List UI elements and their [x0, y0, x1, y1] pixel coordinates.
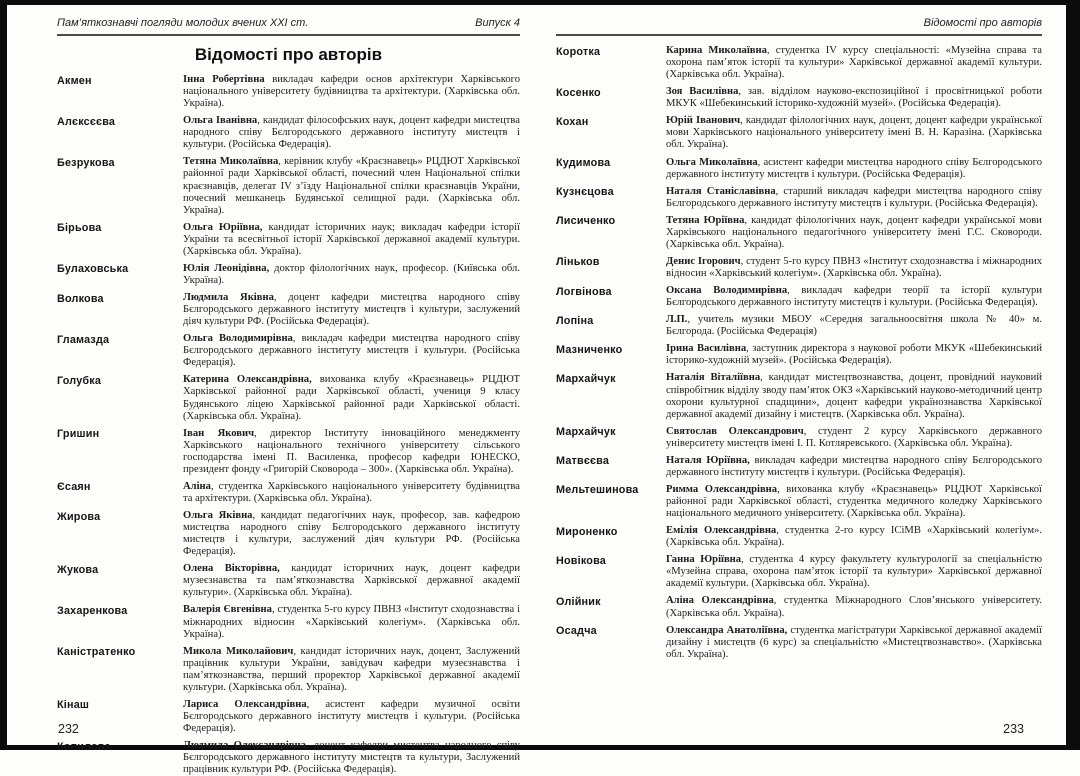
scan-edge-right — [1066, 0, 1080, 750]
author-name: Карина Миколаївна — [666, 45, 767, 56]
author-entry — [556, 525, 1042, 549]
author-name: Ірина Василівна — [666, 343, 747, 355]
page-right — [556, 0, 1042, 750]
author-entry — [556, 554, 1042, 590]
author-description — [666, 115, 1042, 151]
author-entry — [57, 510, 520, 558]
page-title: Відомості про авторів — [194, 45, 383, 64]
author-name: Тетяна Юріївна — [666, 214, 745, 226]
author-description — [183, 374, 520, 422]
author-description — [183, 646, 520, 694]
author-surname: Кінаш — [57, 699, 90, 712]
author-entry — [556, 426, 1042, 450]
author-surname: Мазниченко — [556, 343, 623, 356]
author-entry — [556, 215, 1042, 251]
author-surname: Мироненко — [556, 525, 618, 538]
author-name: Олександра Анатоліївна, — [666, 624, 788, 636]
author-name: Катерина Олександрівна, — [183, 374, 312, 386]
author-description — [183, 563, 520, 599]
author-entry — [57, 292, 520, 328]
author-description — [183, 222, 520, 258]
author-name: Інна Робертівна — [183, 74, 265, 85]
author-description — [183, 481, 520, 505]
author-name: Святослав Олександрович — [666, 425, 804, 437]
author-description — [183, 604, 520, 640]
author-description — [666, 343, 1042, 367]
author-details: доктор філологічних наук, професор. (Київська обл. Україна). — [183, 262, 520, 286]
scan-edge-left — [0, 0, 7, 750]
author-description — [666, 45, 1042, 81]
author-surname: Кудимова — [556, 157, 611, 169]
author-details: , студент 2 курсу Харківського державного університету мистецтв імені І. П. Котляревського. (Харківська обл. Україна). — [666, 425, 1042, 449]
author-name: Ганна Юріївна — [666, 554, 742, 566]
author-description — [666, 484, 1042, 520]
author-details: , кандидат філософських наук, доцент кафедри мистецтва народного співу Бєлгородського державного інституту мистецтв і культури. (Російська Федерація). — [183, 115, 520, 151]
author-details: , доцент кафедри мистецтва народного співу Бєлгородського державного інституту мистецтв та культури, Заслужений працівник культури РФ. (Російська Федерація). — [183, 740, 520, 776]
author-entry — [57, 604, 520, 640]
author-description — [666, 186, 1042, 210]
author-entry — [57, 740, 520, 776]
author-entry — [57, 374, 520, 422]
author-surname: Копилова — [57, 740, 111, 753]
author-details: , асистент кафедри мистецтва народного співу Бєлгородського державного інституту мистецтв і культури. (Російська Федерація). — [666, 156, 1043, 180]
author-details: , студентка Харківського національного університету будівництва та архітектури. (Харківська обл. Україна). — [183, 480, 520, 504]
author-details: , студентка 2-го курсу ІСіМВ «Харківський колегіум». (Харківська обл. Україна). — [666, 525, 1042, 549]
author-name: Аліна — [183, 480, 211, 492]
author-list-right — [556, 45, 1042, 661]
author-surname: Лисиченко — [556, 215, 616, 228]
author-description — [183, 510, 520, 558]
author-entry — [57, 563, 520, 599]
author-details: , студент 5-го курсу ПВНЗ «Інститут сходознавства і міжнародних відносин «Харківський колегіум». (Харківська обл. Україна). — [666, 255, 1043, 279]
author-surname: Осадча — [556, 625, 597, 638]
page-number-right: 233 — [1003, 722, 1024, 736]
author-surname: Жирова — [57, 510, 101, 523]
author-surname: Матвєєва — [556, 455, 610, 468]
author-entry — [556, 625, 1042, 661]
running-head-section: Відомості про авторів — [923, 17, 1042, 29]
running-head-issue: Випуск 4 — [475, 17, 520, 29]
author-surname: Єсаян — [57, 481, 91, 494]
author-details: кандидат історичних наук; викладач кафедри історії України та всесвітньої історії Харківської державної академії культури. (Харківська обл. Україна). — [183, 221, 520, 257]
author-name: Денис Ігорович — [666, 255, 741, 267]
author-description — [666, 455, 1042, 479]
author-description — [666, 157, 1042, 181]
author-details: , учитель музики МБОУ «Середня загальноосвітня школа № 40» м. Бєлгорода. (Російська Федерація) — [666, 314, 1042, 338]
author-surname: Безрукова — [57, 156, 115, 169]
author-description — [666, 372, 1042, 420]
author-name: Юрій Іванович — [666, 115, 741, 127]
author-entry — [556, 115, 1042, 151]
author-name: Людмила Яківна — [183, 292, 274, 303]
author-details: , вихованка клубу «Краєзнавець» РЦДЮТ Харківської районної ради Харківської області, студентка медичного коледжу Харківського національного медичного університету. (Харківська обл. Україна). — [666, 483, 1042, 520]
author-name: Іван Якович — [183, 427, 255, 439]
author-surname: Захаренкова — [57, 604, 128, 617]
author-description — [666, 426, 1042, 450]
author-details: кандидат історичних наук, доцент кафедри музеєзнавства та пам’яткознавства Харківської державної академії культури». (Харківська обл. Україна). — [183, 563, 520, 599]
author-description — [183, 263, 520, 287]
author-entry — [57, 222, 520, 258]
author-name: Ольга Миколаївна — [666, 156, 758, 168]
author-details: , викладач кафедри теорії та історії культури Бєлгородського державного інституту мистецтв і культури. (Російська Федерація). — [666, 285, 1043, 309]
author-entry — [556, 484, 1042, 520]
author-entry — [556, 343, 1042, 367]
author-entry — [57, 156, 520, 216]
author-description — [666, 554, 1042, 590]
author-details: , старший викладач кафедри мистецтва народного співу Бєлгородського державного інституту мистецтв і культури. (Російська Федерація). — [666, 185, 1042, 209]
author-description — [666, 314, 1042, 338]
author-name: Емілія Олександрівна — [666, 525, 777, 537]
author-surname: Гришин — [57, 428, 100, 441]
author-description — [183, 699, 520, 735]
author-name: Римма Олександрівна — [666, 483, 778, 495]
author-entry — [57, 428, 520, 476]
author-details: , асистент кафедри музичної освіти Бєлгородського державного інституту мистецтв і культури. (Російська Федерація). — [183, 698, 520, 734]
author-entry — [57, 699, 520, 735]
author-details: , доцент кафедри мистецтва народного співу Бєлгородського державного інституту мистецтв і культури, заслужений діяч культури РФ. (Російська Федерація). — [183, 292, 520, 328]
author-surname: Новікова — [556, 554, 606, 567]
author-description — [666, 525, 1042, 549]
author-name: Ольга Юріївна, — [183, 221, 263, 233]
running-head-book-title: Пам’яткознавчі погляди молодих вчених XXI ст. — [57, 17, 309, 29]
author-details: , директор Інституту інноваційного менеджменту Харківського національного технічного університету сільського господарства імені П. Василенка, професор кафедри ЮНЕСКО, президент фонду «Григорій Сковорода – 300». (Харківська обл. Україна). — [183, 427, 520, 475]
author-details: вихованка клубу «Краєзнавець» РЦДЮТ Харківської районної ради Харківської області, учениця 9 класу Будянського ліцею Харківської районної ради Харківської області. (Харківська обл. Україна). — [183, 374, 520, 422]
author-details: , керівник клубу «Краєзнавець» РЦДЮТ Харківської районної ради Харківської області, почесний член Національної спілки краєзнавців, делегат IV з’їзду Національної спілки краєзнавців України, почесний мешканець Будянської селищної ради. (Харківська обл. Україна). — [183, 156, 520, 216]
author-name: Ольга Яківна — [183, 510, 253, 521]
author-surname: Логвінова — [556, 285, 612, 298]
author-details: , заступник директора з наукової роботи МКУК «Шебекинський історико-художній музей». (Російська Федерація). — [666, 343, 1042, 367]
author-surname: Мельтешинова — [556, 484, 639, 497]
author-details: , студентка 4 курсу факультету культурології за спеціальністю «Музейна справа, охорона пам’яток історії та культури» Харківської державної академії культури. (Харківська обл. Україна). — [666, 554, 1042, 590]
author-description — [183, 333, 520, 369]
author-details: , студентка 5-го курсу ПВНЗ «Інститут сходознавства і міжнародних відносин «Харківський колегіум». (Харківська обл. Україна). — [183, 604, 521, 640]
author-entry — [556, 256, 1042, 280]
author-name: Микола Миколайович — [183, 645, 294, 657]
author-details: викладач кафедри основ архітектури Харківського національного університету будівництва та архітектури. (Харківська обл. Україна). — [183, 74, 520, 110]
author-details: , студентка Міжнародного Слов’янського університету. (Харківська обл. Україна). — [666, 595, 1042, 619]
author-surname: Акмен — [57, 74, 92, 87]
author-name: Валерія Євгенівна — [183, 604, 272, 616]
author-description — [183, 74, 520, 110]
author-entry — [556, 372, 1042, 420]
author-description — [183, 740, 520, 776]
author-details: , студентка IV курсу спеціальності: «Музейна справа та охорона пам’яток історії та культури» Харківської державної академії культури. (Харківська обл. Україна). — [666, 45, 1042, 81]
author-details: , кандидат мистецтвознавства, доцент, провідний науковий співробітник відділу зводу пам’яток ОКЗ «Харківський науково-методичний центр охорони культурної спадщини», доцент кафедри українознавства Харківської державної академії дизайну і мистецтв. (Харківська обл. Україна). — [666, 372, 1043, 420]
running-head-right — [556, 17, 1042, 36]
author-list-left — [57, 74, 520, 776]
author-surname: Косенко — [556, 86, 601, 99]
author-entry — [57, 74, 520, 110]
author-surname: Алєксєєва — [57, 115, 116, 128]
author-details: , кандидат філологічних наук, доцент, доцент кафедри української мови Харківського національного університету імені В. Н. Каразіна. (Харківська обл. Україна). — [666, 115, 1042, 151]
page-left — [57, 0, 521, 776]
author-details: , кандидат історичних наук, доцент, Заслужений працівник культури України, завідувач кафедри музеєзнавства і пам’яткознавства, перший проректор Харківської державної академії культури. (Харківська обл. Україна). — [183, 645, 521, 693]
author-surname: Каністратенко — [57, 646, 136, 659]
author-entry — [556, 86, 1042, 110]
author-name: Зоя Василівна — [666, 86, 739, 98]
author-surname: Олійник — [556, 595, 601, 608]
author-surname: Лопіна — [556, 314, 594, 327]
author-entry — [556, 595, 1042, 619]
author-name: Л.П. — [666, 314, 688, 326]
author-description — [183, 115, 520, 151]
author-description — [183, 428, 520, 476]
author-surname: Мархайчук — [556, 426, 616, 439]
author-description — [666, 595, 1042, 619]
author-entry — [556, 45, 1042, 81]
author-name: Тетяна Миколаївна — [183, 156, 279, 168]
author-entry — [57, 263, 520, 287]
author-entry — [57, 115, 520, 151]
author-description — [183, 156, 520, 216]
author-description — [666, 285, 1042, 309]
author-details: викладач кафедри мистецтва народного співу Бєлгородського державного інституту мистецтв і культури. (Російська Федерація). — [666, 454, 1042, 478]
page-number-left: 232 — [58, 722, 79, 736]
author-description — [666, 625, 1042, 661]
author-description — [666, 86, 1042, 110]
running-head-left — [57, 17, 520, 36]
author-entry — [556, 314, 1042, 338]
author-name: Ольга Володимирівна — [183, 333, 293, 345]
author-name: Лариса Олександрівна — [183, 698, 307, 710]
author-description — [666, 215, 1042, 251]
author-entry — [556, 285, 1042, 309]
author-surname: Бірьова — [57, 222, 102, 235]
author-surname: Ліньков — [556, 256, 600, 269]
author-surname: Кузнєцова — [556, 186, 614, 199]
author-surname: Булаховська — [57, 263, 129, 276]
author-name: Наталя Юріївна, — [666, 454, 750, 466]
author-entry — [57, 646, 520, 694]
author-entry — [556, 186, 1042, 210]
author-details: , кандидат філологічних наук, доцент кафедри української мови Харківського національного педагогічного університету імені Г.С. Сковороди. (Харківська обл. Україна). — [666, 214, 1042, 250]
author-entry — [556, 455, 1042, 479]
author-name: Олена Вікторівна, — [183, 563, 280, 575]
author-entry — [556, 157, 1042, 181]
author-surname: Коротка — [556, 45, 601, 58]
author-name: Ольга Іванівна — [183, 115, 258, 127]
author-details: студентка магістратури Харківської державної академії дизайну і мистецтв (6 курс) за спеціальністю «Мистецтвознавство». (Харківська обл. Україна). — [666, 624, 1042, 660]
author-surname: Волкова — [57, 292, 104, 305]
author-entry — [57, 481, 520, 505]
author-name: Людмила Олександрівна — [183, 740, 306, 752]
author-details: , викладач кафедри мистецтва народного співу Бєлгородського державного інституту мистецтв і культури. (Російська Федерація). — [183, 333, 520, 369]
author-surname: Голубка — [57, 374, 102, 387]
author-name: Наталія Віталіївна — [666, 372, 761, 384]
author-surname: Гламазда — [57, 333, 110, 346]
author-entry — [57, 333, 520, 369]
author-name: Аліна Олександрівна — [666, 595, 774, 607]
author-name: Наталя Станіславівна — [666, 185, 776, 197]
author-name: Юлія Леонідівна, — [183, 262, 270, 274]
author-details: , зав. відділом науково-експозиційної і просвітницької роботи МКУК «Шебекинський історико-художній музей». (Російська Федерація). — [666, 86, 1043, 110]
author-description — [666, 256, 1042, 280]
author-description — [183, 292, 520, 328]
author-surname: Мархайчук — [556, 372, 616, 385]
author-surname: Жукова — [57, 563, 99, 576]
author-surname: Кохан — [556, 115, 589, 128]
author-name: Оксана Володимирівна — [666, 285, 788, 297]
author-details: , кандидат педагогічних наук, професор, зав. кафедрою мистецтва народного співу Бєлгородського державного інституту мистецтв і культури, заслужений діяч культури РФ. (Російська Федерація). — [183, 510, 520, 558]
